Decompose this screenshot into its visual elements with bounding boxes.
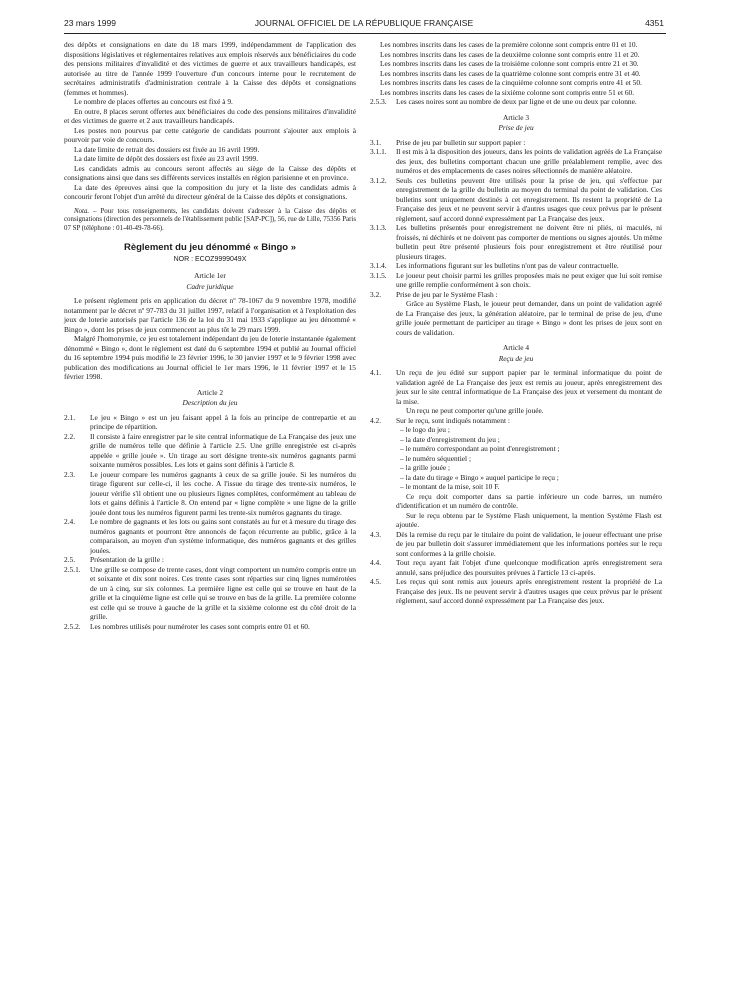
item-number: 4.2. (370, 415, 382, 425)
numbered-item (64, 555, 356, 565)
item-number: 4.5. (370, 577, 382, 586)
list-item: – la grille jouée ; (400, 463, 451, 472)
item-number: 2.5.2. (64, 621, 81, 631)
paragraph: Les nombres inscrits dans les cases de la deuxième colonne sont compris entre 11 et 20. (380, 49, 640, 59)
right-column (370, 40, 662, 606)
numbered-item (64, 432, 356, 470)
item-number: 3.1.1. (370, 147, 387, 156)
paragraph: Grâce au Système Flash, le joueur peut demander, dans un point de validation agréé de La Française des jeux, la génération aléatoire, par le terminal de prise de jeu, d'une grille jouée permettant de participer au tirage « Bingo » dont les prises de jeux sont en cours de validation. (396, 299, 662, 337)
numbered-item (370, 147, 662, 176)
list-item: – le logo du jeu ; (400, 425, 450, 434)
item-number: 3.1.5. (370, 270, 387, 280)
paragraph: Les nombres inscrits dans les cases de la cinquième colonne sont compris entre 41 et 50. (380, 78, 642, 87)
item-text: Les cases noires sont au nombre de deux par ligne et de une ou deux par colonne. (396, 97, 637, 106)
item-text: Un reçu de jeu édité sur support papier par le terminal informatique du point de validation agréé de La Française des jeux est remis au joueur, après enregistrement des jeux sur le site central informatique de La Française des jeux et versement du montant de la mise. (396, 368, 662, 406)
list-item: – le montant de la mise, soit 10 F. (400, 482, 500, 491)
numbered-item (370, 530, 662, 559)
header-rule (64, 33, 666, 34)
numbered-item (370, 223, 662, 261)
header-date: 23 mars 1999 (64, 18, 116, 28)
paragraph: des dépôts et consignations en date du 18 mars 1999, indépendamment de l'application des dispositions législatives et réglementaires relatives aux emplois réservés aux bénéficiaires du code des pensions militaires d'invalidité et des victimes de guerre et aux travailleurs handicapés, est autorisée au titre de l'année 1999 l'ouverture d'un concours interne pour le recrutement de secrétaires administratifs d'administration centrale à la Caisse des dépôts et consignations (femmes et hommes). (64, 40, 356, 97)
item-number: 3.1. (370, 137, 382, 147)
numbered-item (370, 290, 662, 300)
item-number: 3.1.4. (370, 261, 387, 270)
item-number: 3.2. (370, 289, 382, 299)
item-number: 4.4. (370, 558, 382, 567)
numbered-item (370, 416, 662, 426)
article-title: Cadre juridique (186, 281, 234, 291)
numbered-item (64, 517, 356, 555)
paragraph: La date des épreuves ainsi que la composition du jury et la liste des candidats admis à concourir feront l'objet d'un arrêté du directeur général de la Caisse des dépôts et consignations. (64, 182, 356, 201)
numbered-item (64, 565, 356, 622)
numbered-item (370, 138, 662, 148)
item-text: Prise de jeu par le Système Flash : (396, 289, 498, 299)
page-number: 4351 (645, 18, 664, 28)
numbered-item (370, 577, 662, 606)
item-text: Les informations figurant sur les bulletins n'ont pas de valeur contractuelle. (396, 261, 619, 270)
numbered-item (370, 261, 662, 271)
paragraph: Les nombres inscrits dans les cases de la première colonne sont compris entre 01 et 10. (380, 40, 638, 49)
article-heading: Article 3 (502, 112, 530, 122)
paragraph: Un reçu ne peut comporter qu'une grille jouée. (406, 406, 544, 415)
article-heading: Article 4 (502, 343, 530, 352)
article-heading: Article 1er (194, 271, 226, 281)
item-number: 2.4. (64, 517, 76, 527)
paragraph: Les nombres inscrits dans les cases de la quatrième colonne sont compris entre 31 et 40. (380, 68, 641, 78)
article-title: Prise de jeu (498, 123, 534, 132)
paragraph: Le présent règlement pris en application du décret nº 78-1067 du 9 novembre 1978, modifié notamment par le décret nº 97-783 du 31 juillet 1997, relatif à l'organisation et à l'exploitation des jeux de loterie autorisés par l'article 136 de la loi du 31 mai 1933 s'applique au jeu dénommé « Bingo », dont les prises de jeux commencent au plus tôt le 29 mars 1999. (64, 296, 356, 334)
paragraph: Sur le reçu obtenu par le Système Flash uniquement, la mention Système Flash est ajoutée. (396, 510, 662, 529)
regulation-title: Règlement du jeu dénommé « Bingo » (123, 242, 297, 254)
numbered-item (370, 271, 662, 290)
item-text: Le nombre de gagnants et les lots ou gains sont constatés au fur et à mesure du tirage des numéros gagnants et pourront être annoncés de façon récurrente au public, grâce à la comparaison, au moyen d'un système informatique, des numéros gagnants et des grilles jouées. (90, 517, 356, 555)
paragraph: La date limite de dépôt des dossiers est fixée au 23 avril 1999. (74, 154, 259, 163)
item-number: 2.5.3. (370, 97, 387, 106)
paragraph: Ce reçu doit comporter dans sa partie inférieure un code barres, un numéro d'identification et un numéro de contrôle. (396, 491, 662, 510)
item-number: 4.1. (370, 368, 382, 377)
paragraph: Les nombres inscrits dans les cases de la sixième colonne sont compris entre 51 et 60. (380, 87, 635, 97)
item-text: Une grille se compose de trente cases, dont vingt comportent un numéro compris entre un et soixante et dix sont noires. Ces trente cases sont réparties sur cinq lignes numérotées de un à cinq, sur six colonnes. La première ligne est celle qui se trouve en haut de la grille et la cinquième ligne est celle qui se trouve en bas de la grille. La première colonne est celle qui se trouve à gauche de la grille et la sixième colonne est du côté droit de la grille. (90, 564, 356, 622)
item-number: 2.2. (64, 431, 76, 441)
list-item: – la date du tirage « Bingo » auquel participe le reçu ; (400, 472, 559, 482)
article-title: Description du jeu (182, 398, 238, 408)
numbered-item (370, 558, 662, 577)
item-text: Il est mis à la disposition des joueurs, dans les points de validation agréés de La Française des jeux, des bulletins comportant chacun une grille préalablement remplie, avec des numéros et des emplacements de cases noires sélectionnés de manière aléatoire. (396, 147, 662, 175)
list-item: – le numéro correspondant au point d'enregistrement ; (400, 444, 560, 453)
page-header (64, 18, 664, 32)
item-number: 3.1.2. (370, 175, 387, 185)
item-text: Le joueur peut choisir parmi les grilles proposées mais ne peut exiger que lui soit remise une grille remplie conformément à son choix. (396, 270, 662, 289)
paragraph: Les postes non pourvus par cette catégorie de candidats pourront s'ajouter aux emplois à pourvoir par voie de concours. (64, 125, 356, 144)
nota-label: Nota. (74, 207, 90, 215)
item-number: 4.3. (370, 529, 382, 539)
item-text: Le jeu « Bingo » est un jeu faisant appel à la fois au principe de contrepartie et au principe de répartition. (90, 412, 356, 432)
nota-text: – Pour tous renseignements, les candidats doivent s'adresser à la Caisse des dépôts et consignations (direction des personnels de l'établissement public [SAP-PC]), 56, rue de Lille, 75356 Paris 07 SP (téléphone : 01-40-49-78-66). (64, 207, 356, 232)
item-text: Tout reçu ayant fait l'objet d'une quelconque modification après enregistrement sera annulé, sans préjudice des poursuites prévues à l'article 13 ci-après. (396, 558, 662, 577)
numbered-item (370, 368, 662, 406)
item-text: Sur le reçu, sont indiqués notamment : (396, 415, 510, 425)
nor-reference: NOR : ECOZ9999049X (173, 255, 247, 263)
item-number: 2.5. (64, 555, 76, 565)
item-text: Les reçus qui sont remis aux joueurs après enregistrement restent la propriété de La Française des jeux. Ils ne peuvent servir à d'autres usages que ceux prévus par le présent règlement, sauf accord donné expressément par La Française des jeux. (396, 577, 662, 605)
paragraph: Les nombres inscrits dans les cases de la troisième colonne sont compris entre 21 et 30. (380, 59, 639, 68)
numbered-item (370, 176, 662, 224)
item-text: Les nombres utilisés pour numéroter les cases sont compris entre 01 et 60. (90, 621, 310, 631)
paragraph: La date limite de retrait des dossiers est fixée au 16 avril 1999. (74, 144, 260, 154)
item-number: 2.3. (64, 469, 76, 479)
item-text: Les bulletins présentés pour enregistrement ne doivent être ni pliés, ni maculés, ni froissés, ni déchirés et ne doivent pas comporter de mentions ou signes ajoutés. Un même bulletin peut être présenté plusieurs fois pour enregistrement et être réutilisé pour plusieurs tirages. (396, 223, 662, 261)
article-title: Reçu de jeu (498, 353, 534, 363)
numbered-item (64, 622, 356, 632)
numbered-item (64, 413, 356, 432)
paragraph: Le nombre de places offertes au concours est fixé à 9. (74, 97, 233, 106)
item-text: Présentation de la grille : (90, 555, 164, 565)
list-item: – le numéro séquentiel ; (400, 453, 472, 463)
item-number: 2.5.1. (64, 564, 81, 574)
nota-paragraph (64, 208, 356, 234)
journal-title: JOURNAL OFFICIEL DE LA RÉPUBLIQUE FRANÇAISE (254, 18, 474, 28)
item-number: 2.1. (64, 412, 76, 422)
item-text: Dès la remise du reçu par le titulaire du point de validation, le joueur effectuant une prise de jeu par bulletin doit s'assurer immédiatement que les informations portées sur le reçu sont conformes à la grille choisie. (396, 529, 662, 558)
numbered-item (64, 470, 356, 518)
article-heading: Article 2 (196, 387, 224, 397)
list-item: – la date d'enregistrement du jeu ; (400, 434, 500, 444)
item-number: 3.1.3. (370, 223, 387, 232)
paragraph: Les candidats admis au concours seront affectés au siège de la Caisse des dépôts et consignations ainsi que dans ses différents services installés en région parisienne et en province. (64, 163, 356, 182)
numbered-item (370, 97, 662, 107)
item-text: Seuls ces bulletins peuvent être utilisés pour la prise de jeu, qui s'effectue par enregistrement de la grille du bulletin au moyen du terminal du point de validation. Ces bulletins sont uniquement destinés à cet enregistrement. Ils restent la propriété de La Française des jeux et ne peuvent servir à d'autres usages que ceux prévus par le présent règlement, sauf accord donné expressément par La Française des jeux. (396, 175, 662, 223)
left-column (64, 40, 356, 631)
item-text: Le joueur compare les numéros gagnants à ceux de sa grille jouée. Si les numéros du tirage figurent sur celle-ci, il les coche. A l'issue du tirage des trente-six numéros, le joueur vérifie s'il obtient une ou plusieurs lignes complètes, conformément au tableau de lots et gains définis à l'article 8. On entend par « ligne complète » une ligne de la grille jouée dont tous les numéros figurent parmi les trente-six numéros gagnants du tirage. (90, 469, 356, 517)
paragraph: En outre, 8 places seront offertes aux bénéficiaires du code des pensions militaires d'invalidité et des victimes de guerre et 2 aux travailleurs handicapés. (64, 106, 356, 125)
item-text: Prise de jeu par bulletin sur support papier : (396, 137, 526, 147)
paragraph: Malgré l'homonymie, ce jeu est totalement indépendant du jeu de loterie instantanée également dénommé « Bingo », dont le règlement est daté du 6 septembre 1994 et publié au Journal officiel du 16 septembre 1994 puis modifié le 23 février 1996, le 30 janvier 1997 et le 9 février 1998 avec publication des modifications au Journal officiel le 1er mars 1996, le 11 février 1997 et le 15 février 1998. (64, 334, 356, 382)
item-text: Il consiste à faire enregistrer par le site central informatique de La Française des jeux une grille de numéros telle que définie à l'article 2.5. Une grille enregistrée est ci-après appelée « grille jouée ». Un tirage au sort désigne trente-six numéros gagnants parmi soixante numéros possibles. Les lots et gains sont définis à l'article 8. (90, 431, 356, 470)
